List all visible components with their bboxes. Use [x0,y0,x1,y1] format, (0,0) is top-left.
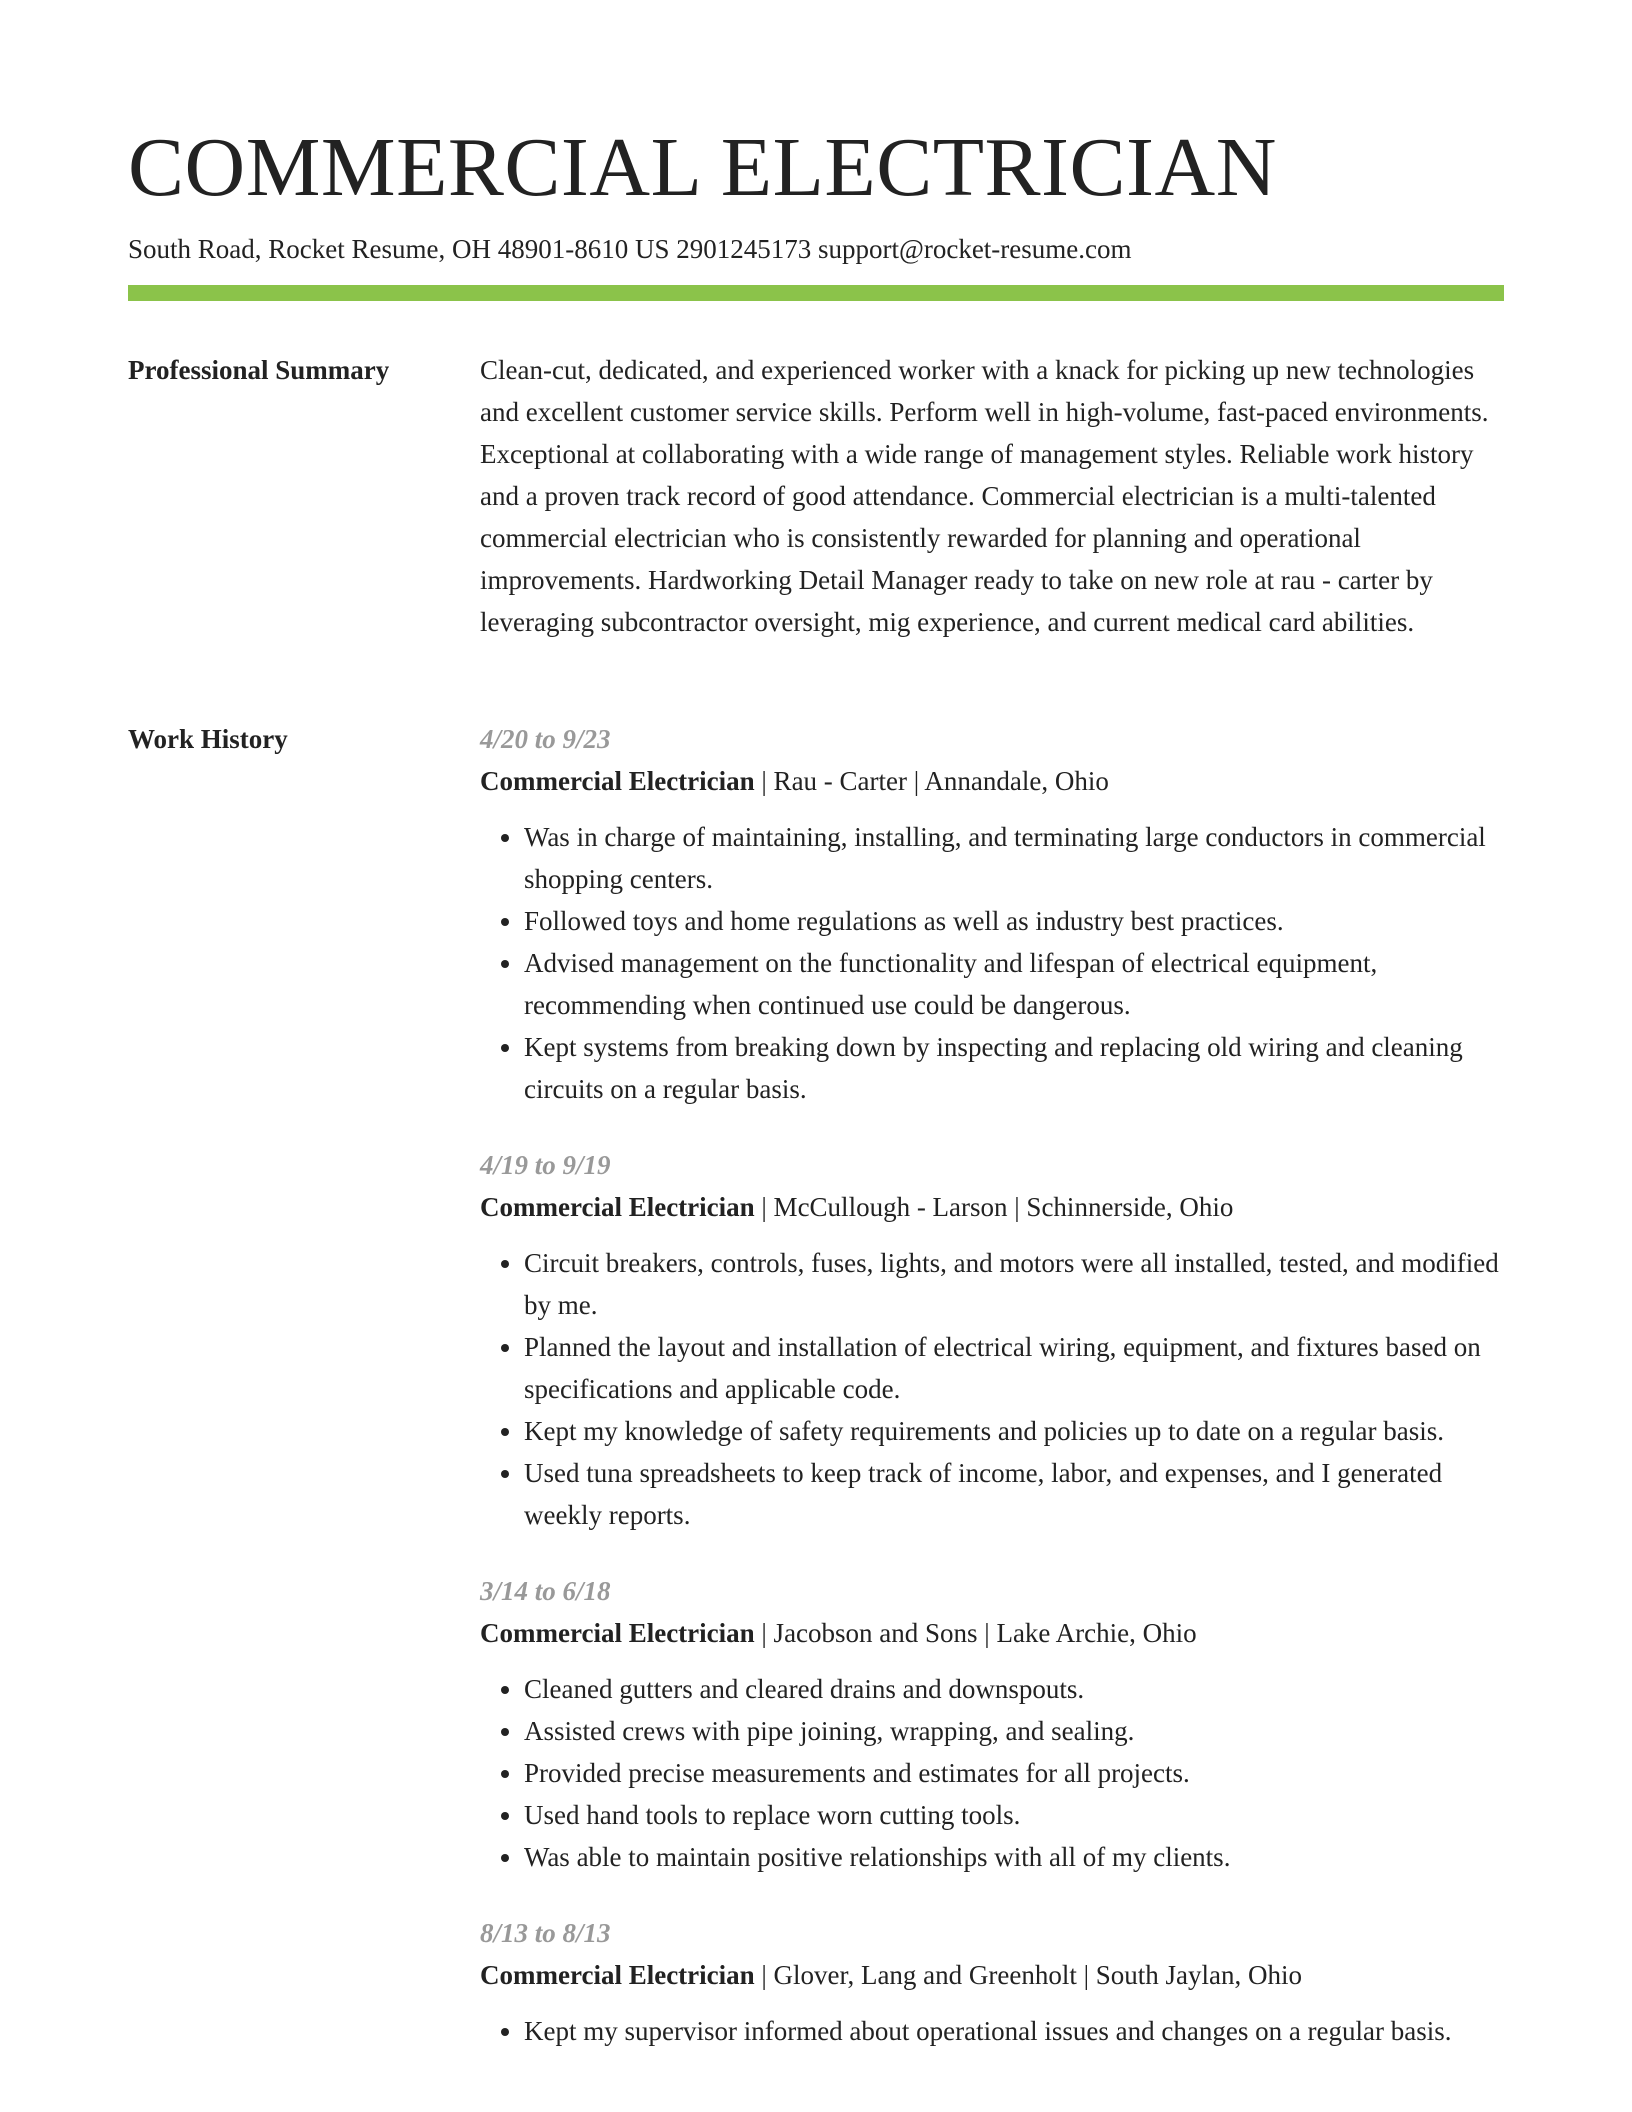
job-bullet: • Kept my knowledge of safety requirements and policies up to date on a regular basis. [524,1410,1504,1452]
job-dates: 8/13 to 8/13 [480,1918,611,1948]
job-bullet: • Used tuna spreadsheets to keep track of income, labor, and expenses, and I generated weekly reports. [524,1452,1504,1536]
job-bullet: • Used hand tools to replace worn cutting tools. [524,1794,1504,1836]
work-history-label: Work History [128,724,288,754]
job-dates: 4/19 to 9/19 [480,1150,611,1180]
job-title: Commercial Electrician [480,1618,755,1648]
job-bullet: • Was in charge of maintaining, installing, and terminating large conductors in commercial shopping centers. [524,816,1504,900]
job-heading [480,1954,1504,1996]
work-history-body [480,718,1504,2086]
summary-body [480,349,1504,643]
job-entry [480,1912,1504,2052]
header-divider [128,285,1504,301]
job-entry [480,718,1504,1110]
job-details: | Rau - Carter | Annandale, Ohio [754,766,1109,796]
job-bullet: • Circuit breakers, controls, fuses, lights, and motors were all installed, tested, and modified by me. [524,1242,1504,1326]
resume-name: COMMERCIAL ELECTRICIAN [128,121,1277,214]
job-dates: 3/14 to 6/18 [480,1576,611,1606]
job-title: Commercial Electrician [480,1960,755,1990]
job-bullets [480,1242,1504,1536]
job-details: | McCullough - Larson | Schinnerside, Ohio [754,1192,1234,1222]
job-heading [480,1186,1504,1228]
summary-text: Clean-cut, dedicated, and experienced worker with a knack for picking up new technologies and excellent customer service skills. Perform well in high-volume, fast-paced environments. Exceptional at collaborating with a wide range of management styles. Reliable work history and a proven track record of good attendance. Commercial electrician is a multi-talented commercial electrician who is consistently rewarded for planning and operational improvements. Hardworking Detail Manager ready to take on new role at rau - carter by leveraging subcontractor oversight, mig experience, and current medical card abilities. [480,355,1489,637]
job-heading [480,1612,1504,1654]
job-bullet: • Provided precise measurements and estimates for all projects. [524,1752,1504,1794]
job-title: Commercial Electrician [480,766,755,796]
job-bullet: • Kept systems from breaking down by inspecting and replacing old wiring and cleaning circuits on a regular basis. [524,1026,1504,1110]
job-details: | Glover, Lang and Greenholt | South Jaylan, Ohio [754,1960,1303,1990]
job-bullets [480,1668,1504,1878]
job-entry [480,1144,1504,1536]
job-bullet: • Planned the layout and installation of electrical wiring, equipment, and fixtures based on specifications and applicable code. [524,1326,1504,1410]
contact-line: South Road, Rocket Resume, OH 48901-8610 US 2901245173 support@rocket-resume.com [128,234,1132,264]
job-bullets [480,816,1504,1110]
job-heading [480,760,1504,802]
job-bullet: • Followed toys and home regulations as well as industry best practices. [524,900,1504,942]
job-bullet: • Was able to maintain positive relationships with all of my clients. [524,1836,1504,1878]
job-bullet: • Kept my supervisor informed about operational issues and changes on a regular basis. [524,2010,1504,2052]
job-title: Commercial Electrician [480,1192,755,1222]
job-details: | Jacobson and Sons | Lake Archie, Ohio [754,1618,1197,1648]
job-dates: 4/20 to 9/23 [480,724,611,754]
job-entry [480,1570,1504,1878]
job-bullet: • Assisted crews with pipe joining, wrapping, and sealing. [524,1710,1504,1752]
job-bullet: • Cleaned gutters and cleared drains and downspouts. [524,1668,1504,1710]
job-bullets [480,2010,1504,2052]
summary-label: Professional Summary [128,355,390,385]
job-bullet: • Advised management on the functionality and lifespan of electrical equipment, recommending when continued use could be dangerous. [524,942,1504,1026]
